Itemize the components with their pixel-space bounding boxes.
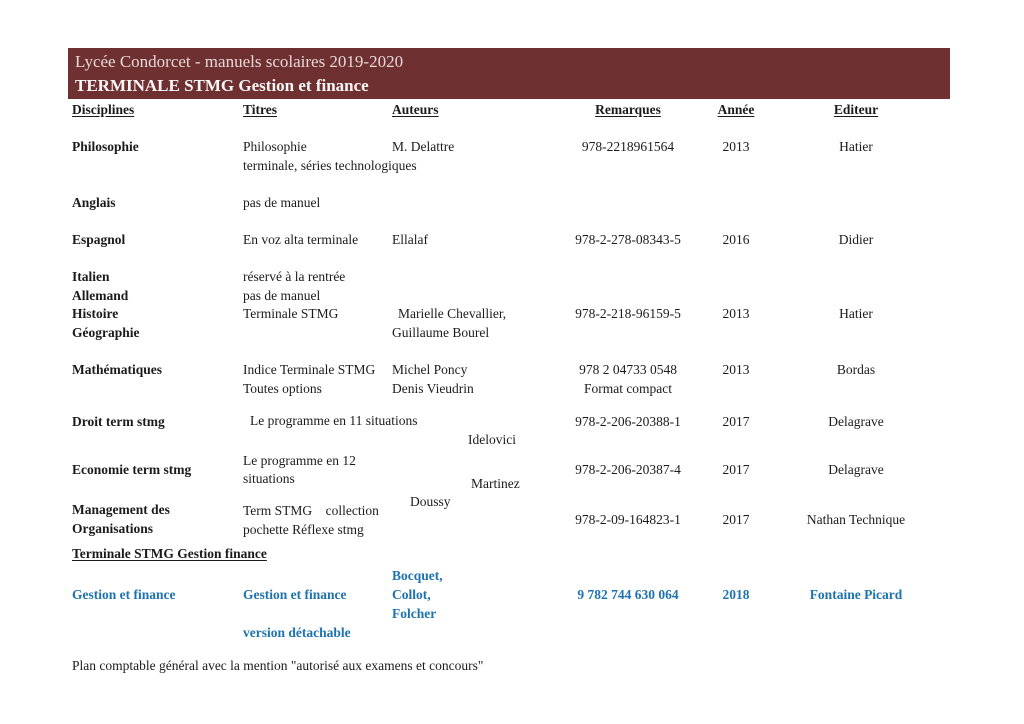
titre-cell: Le programme en 12	[243, 453, 356, 468]
banner-subtitle: TERMINALE STMG Gestion et finance	[75, 76, 369, 95]
discipline-cell: Mathématiques	[72, 362, 162, 377]
remarque-cell: 9 782 744 630 064	[577, 587, 679, 602]
auteurs-cell: Martinez	[471, 476, 520, 491]
auteurs-cell: Folcher	[392, 606, 437, 621]
auteurs-cell: Guillaume Bourel	[392, 325, 490, 340]
annee-cell: 2016	[722, 232, 750, 247]
remarque-cell: 978-2-278-08343-5	[575, 232, 681, 247]
titre-cell: terminale, séries technologiques	[243, 158, 417, 173]
auteurs-cell: Michel Poncy	[392, 362, 468, 377]
annee-cell: 2013	[722, 139, 750, 154]
column-header-auteurs: Auteurs	[392, 102, 439, 117]
discipline-cell: Philosophie	[72, 139, 139, 154]
auteurs-cell: Bocquet,	[392, 568, 443, 583]
titre-cell: réservé à la rentrée	[243, 269, 346, 284]
footnote-text: Plan comptable général avec la mention "autorisé aux examens et concours"	[72, 658, 484, 673]
discipline-cell: Allemand	[72, 288, 129, 303]
editeur-cell: Nathan Technique	[806, 512, 906, 527]
annee-cell: 2013	[722, 306, 750, 321]
discipline-cell: Management des	[72, 502, 170, 517]
discipline-cell: Anglais	[72, 195, 116, 210]
titre-cell: pas de manuel	[243, 288, 321, 303]
annee-cell: 2013	[722, 362, 750, 377]
remarque-cell: 978 2 04733 0548	[579, 362, 677, 377]
discipline-cell: Histoire	[72, 306, 119, 321]
titre-cell: situations	[243, 471, 295, 486]
auteurs-cell: Ellalaf	[392, 232, 428, 247]
discipline-cell: Economie term stmg	[72, 462, 192, 477]
column-header-editeur: Editeur	[833, 102, 879, 117]
column-header-remarques: Remarques	[595, 102, 661, 117]
auteurs-cell: M. Delattre	[392, 139, 455, 154]
section-heading: Terminale STMG Gestion finance	[72, 546, 267, 561]
titre-cell: Indice Terminale STMG	[243, 362, 376, 377]
auteurs-cell: Denis Vieudrin	[392, 381, 474, 396]
discipline-cell: Organisations	[72, 521, 154, 536]
annee-cell: 2017	[722, 414, 750, 429]
banner-title: Lycée Condorcet - manuels scolaires 2019-2020	[75, 52, 404, 71]
titre-cell: pas de manuel	[243, 195, 321, 210]
remarque-cell: 978-2218961564	[581, 139, 675, 154]
editeur-cell: Didier	[838, 232, 874, 247]
annee-cell: 2018	[722, 587, 750, 602]
discipline-cell: Droit term stmg	[72, 414, 165, 429]
remarque-cell: 978-2-206-20388-1	[575, 414, 681, 429]
column-header-disciplines: Disciplines	[72, 102, 135, 117]
auteurs-cell: Idelovici	[468, 432, 516, 447]
discipline-cell: Italien	[72, 269, 110, 284]
editeur-cell: Bordas	[836, 362, 876, 377]
titre-cell: Gestion et finance	[243, 587, 347, 602]
column-header-titres: Titres	[243, 102, 278, 117]
column-header-annee: Année	[717, 102, 755, 117]
annee-cell: 2017	[722, 512, 750, 527]
auteurs-cell: Marielle Chevallier,	[398, 306, 507, 321]
titre-cell: pochette Réflexe stmg	[243, 522, 364, 537]
editeur-cell: Delagrave	[828, 462, 884, 477]
remarque-cell: 978-2-218-96159-5	[575, 306, 681, 321]
auteurs-cell: Collot,	[392, 587, 431, 602]
discipline-cell: Gestion et finance	[72, 587, 176, 602]
discipline-cell: Espagnol	[72, 232, 126, 247]
titre-cell: Le programme en 11 situations	[250, 413, 418, 428]
annee-cell: 2017	[722, 462, 750, 477]
discipline-cell: Géographie	[72, 325, 140, 340]
editeur-cell: Delagrave	[828, 414, 884, 429]
titre-cell: Terminale STMG	[243, 306, 339, 321]
editeur-cell: Fontaine Picard	[809, 587, 903, 602]
document-header-banner	[68, 48, 950, 99]
editeur-cell: Hatier	[839, 306, 873, 321]
titre-cell: Term STMG collection	[243, 503, 379, 518]
auteurs-cell: Doussy	[410, 494, 451, 509]
remarque-cell: 978-2-09-164823-1	[575, 512, 681, 527]
remarque-cell: Format compact	[583, 381, 673, 396]
titre-cell: version détachable	[243, 625, 351, 640]
remarque-cell: 978-2-206-20387-4	[575, 462, 681, 477]
titre-cell: Toutes options	[243, 381, 322, 396]
titre-cell: Philosophie	[243, 139, 307, 154]
editeur-cell: Hatier	[839, 139, 873, 154]
titre-cell: En voz alta terminale	[243, 232, 359, 247]
